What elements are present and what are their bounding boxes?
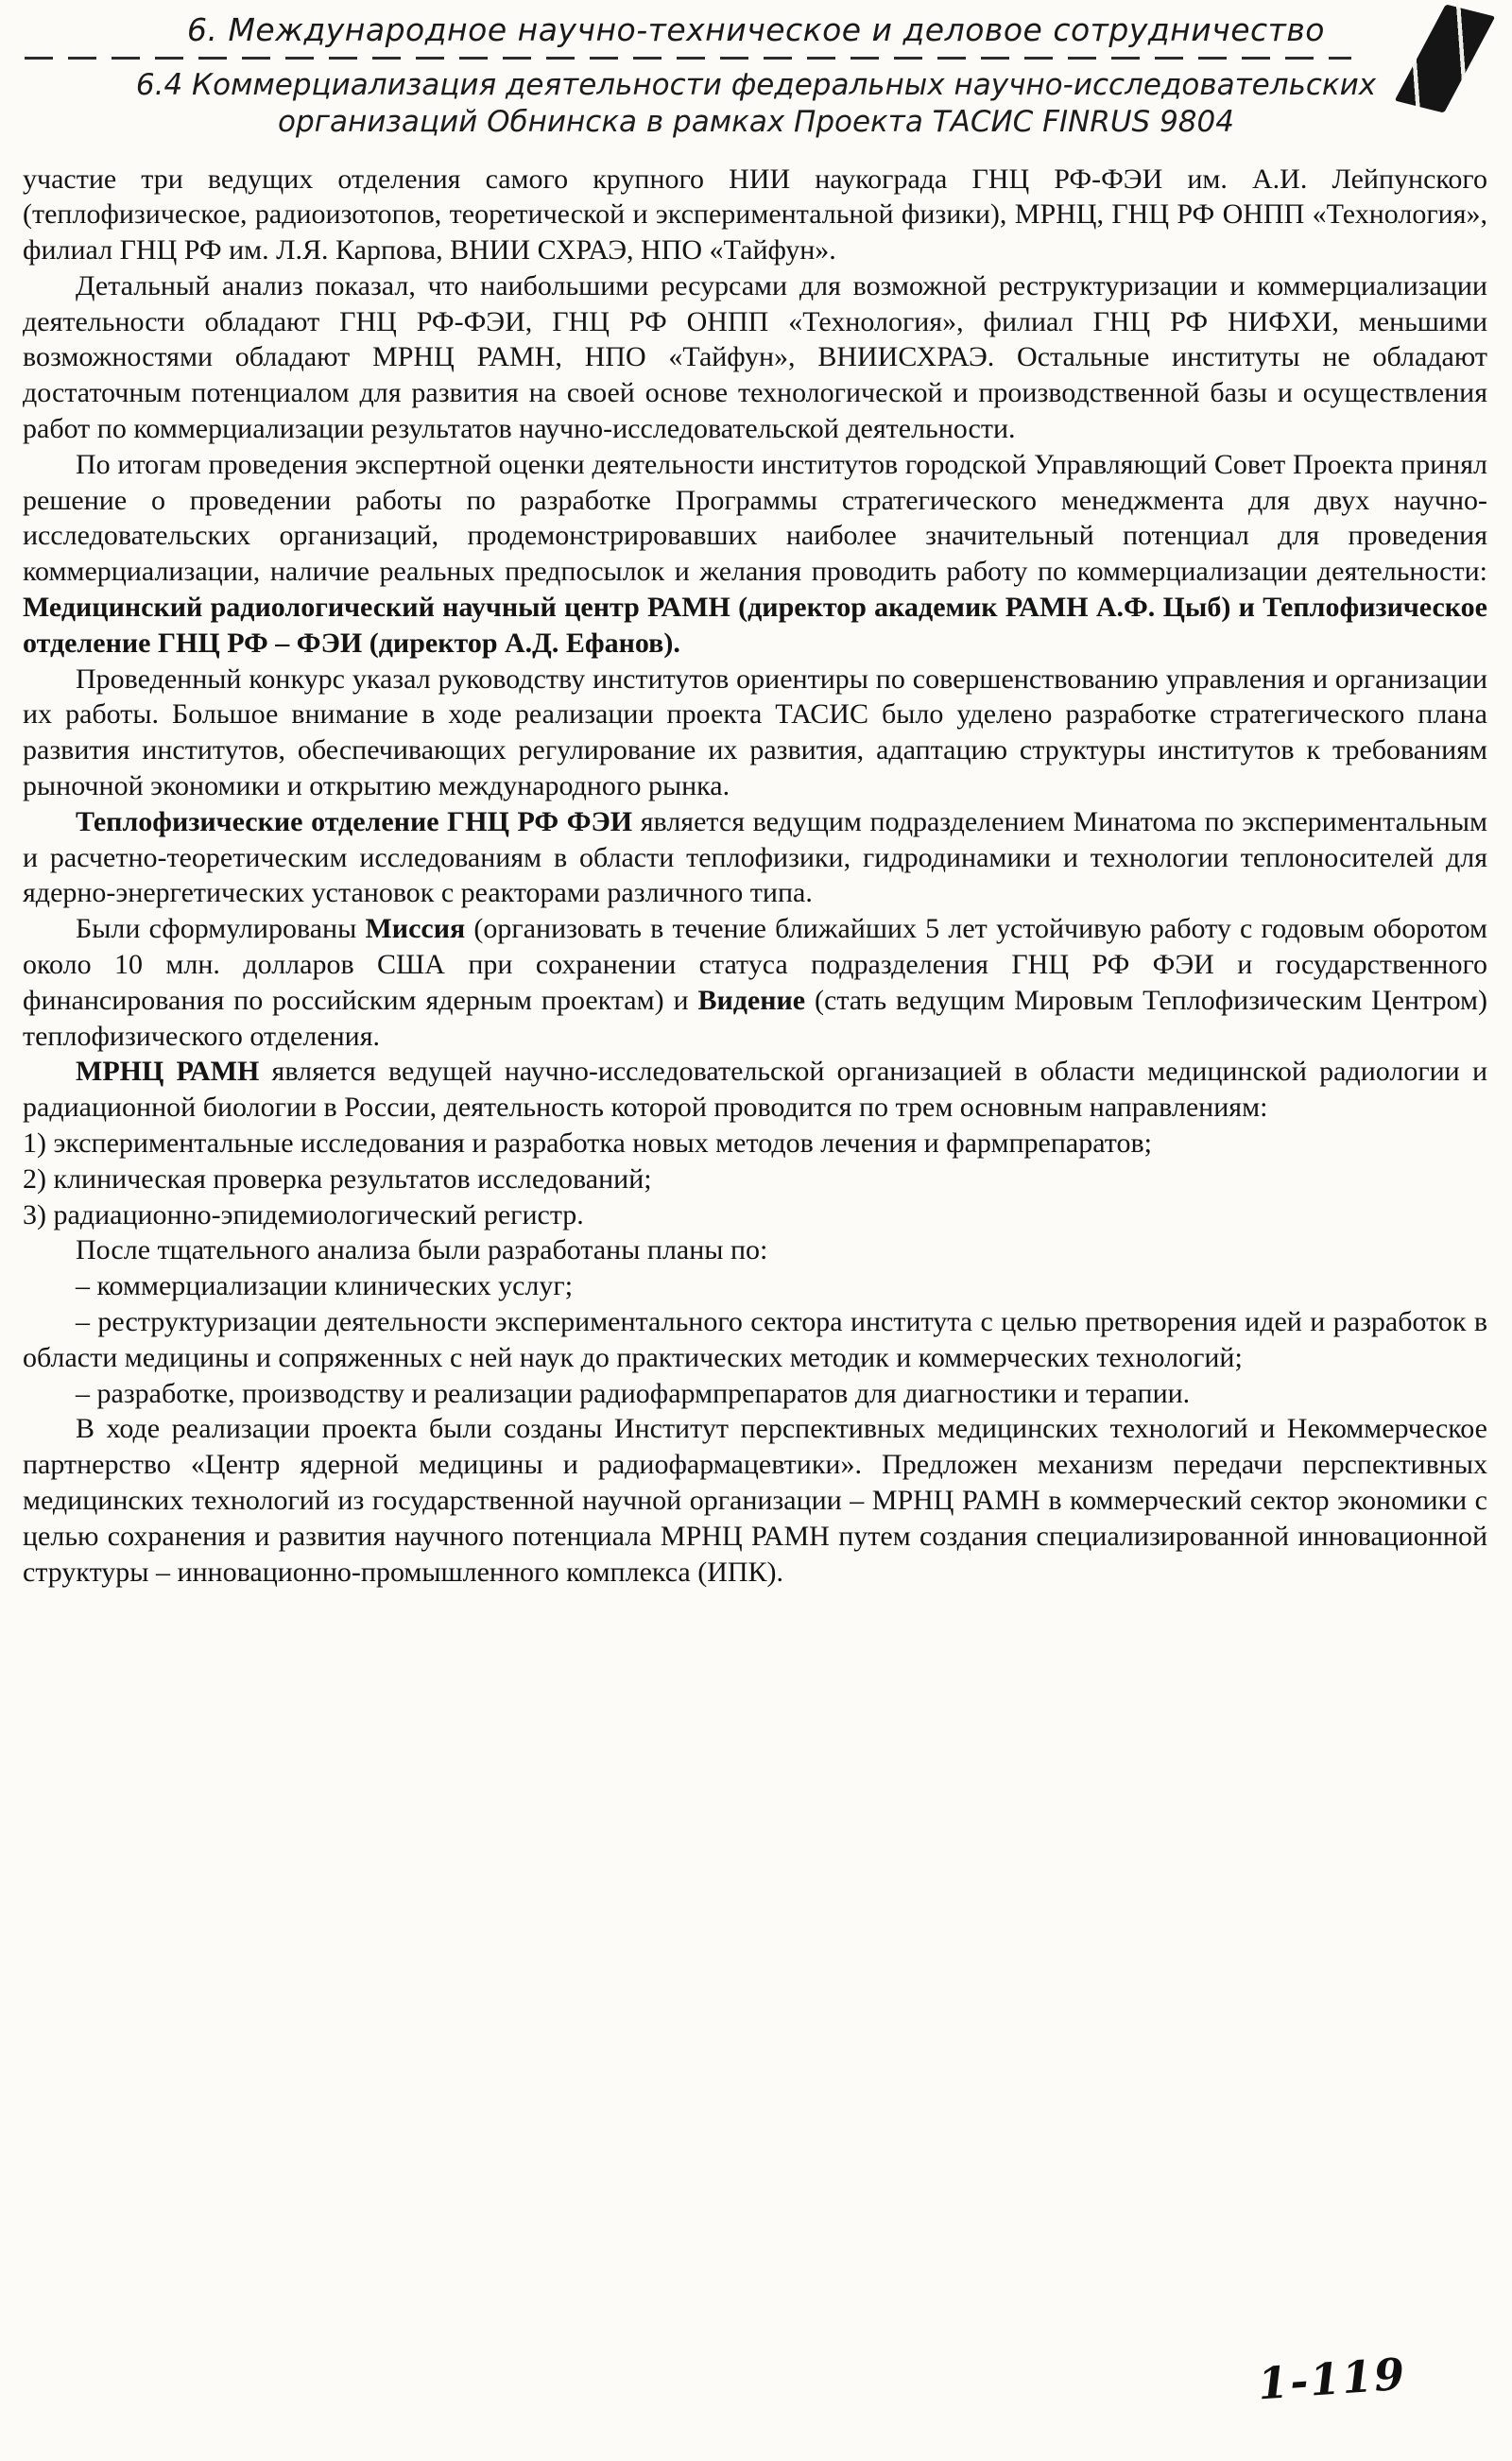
section-title-line1: 6.4 Коммерциализация деятельности федеральных научно-исследовательских bbox=[135, 68, 1377, 102]
chapter-title: 6. Международное научно-техническое и деловое сотрудничество bbox=[186, 11, 1325, 48]
paragraph: – реструктуризации деятельности экспериментального сектора института с целью претворения идей и разработок в области медицины и сопряженных с ней наук до практических методик и коммерческих технологий; bbox=[23, 1306, 1487, 1373]
paragraph: 1) экспериментальные исследования и разработка новых методов лечения и фармпрепаратов; bbox=[23, 1127, 1152, 1160]
paragraph: После тщательного анализа были разработаны планы по: bbox=[76, 1234, 768, 1266]
body-paragraphs bbox=[23, 162, 1487, 1591]
paragraph: Детальный анализ показал, что наибольшими ресурсами для возможной реструктуризации и коммерциализации деятельности обладают ГНЦ РФ-ФЭИ, ГНЦ РФ ОНПП «Технология», филиал ГНЦ РФ НИФХИ, меньшими возможностями обладают МРНЦ РАМН, НПО «Тайфун», ВНИИСХРАЭ. Остальные институты не обладают достаточным потенциалом для развития на своей основе технологической и производственной базы и осуществления работ по коммерциализации результатов научно-исследовательской деятельности. bbox=[23, 269, 1487, 445]
paragraph: – разработке, производству и реализации радиофармпрепаратов для диагностики и терапии. bbox=[76, 1377, 1191, 1409]
paragraph: По итогам проведения экспертной оценки деятельности институтов городской Управляющий Совет Проекта принял решение о проведении работы по разработке Программы стратегического менеджмента для двух научно-исследовательских организаций, продемонстрировавших наиболее значительный потенциал для проведения коммерциализации, наличие реальных предпосылок и желания проводить работу по коммерциализации деятельности: Медицинский радиологический научный центр РАМН (директор академик РАМН А.Ф. Цыб) и Теплофизическое отделение ГНЦ РФ – ФЭИ (директор А.Д. Ефанов). bbox=[23, 448, 1487, 659]
paragraph: МРНЦ РАМН является ведущей научно-исследовательской организацией в области медицинской радиологии и радиационной биологии в России, деятельность которой проводится по трем основным направлениям: bbox=[23, 1056, 1487, 1124]
section-title bbox=[0, 67, 1512, 141]
paragraph: В ходе реализации проекта были созданы Институт перспективных медицинских технологий и Некоммерческое партнерство «Центр ядерной медицины и радиофармацевтики». Предложен механизм передачи перспективных медицинских технологий из государственной научной организации – МРНЦ РАМН в коммерческий сектор экономики с целью сохранения и развития научного потенциала МРНЦ РАМН путем создания специализированной инновационной структуры – инновационно-промышленного комплекса (ИПК). bbox=[23, 1413, 1487, 1588]
section-title-line2: организаций Обнинска в рамках Проекта ТАСИС FINRUS 9804 bbox=[278, 104, 1234, 139]
paragraph: 2) клиническая проверка результатов исследований; bbox=[23, 1162, 652, 1195]
page-number: 1-119 bbox=[1256, 2348, 1408, 2410]
paragraph: участие три ведущих отделения самого крупного НИИ наукограда ГНЦ РФ-ФЭИ им. А.И. Лейпунского (теплофизическое, радиоизотопов, теоретической и экспериментальной физики), МРНЦ, ГНЦ РФ ОНПП «Технология», филиал ГНЦ РФ им. Л.Я. Карпова, ВНИИ СХРАЭ, НПО «Тайфун». bbox=[23, 163, 1487, 267]
paragraph: – коммерциализации клинических услуг; bbox=[76, 1270, 574, 1302]
paragraph: Теплофизические отделение ГНЦ РФ ФЭИ является ведущим подразделением Минатома по экспериментальным и расчетно-теоретическим исследованиям в области теплофизики, гидродинамики и технологии теплоносителей для ядерно-энергетических установок с реакторами различного типа. bbox=[23, 805, 1487, 909]
paragraph: Были сформулированы Миссия (организовать в течение ближайших 5 лет устойчивую работу с годовым оборотом около 10 млн. долларов США при сохранении статуса подразделения ГНЦ РФ ФЭИ и государственного финансирования по российским ядерным проектам) и Видение (стать ведущим Мировым Теплофизическим Центром) теплофизического отделения. bbox=[23, 913, 1487, 1052]
paragraph: 3) радиационно-эпидемиологический регистр. bbox=[23, 1198, 584, 1230]
page-header bbox=[0, 0, 1512, 141]
header-rule bbox=[25, 57, 1351, 60]
paragraph: Проведенный конкурс указал руководству институтов ориентиры по совершенствованию управления и организации их работы. Большое внимание в ходе реализации проекта ТАСИС было уделено разработке стратегического плана развития институтов, обеспечивающих регулирование их развития, адаптацию структуры институтов к требованиям рыночной экономики и открытию международного рынка. bbox=[23, 663, 1487, 802]
